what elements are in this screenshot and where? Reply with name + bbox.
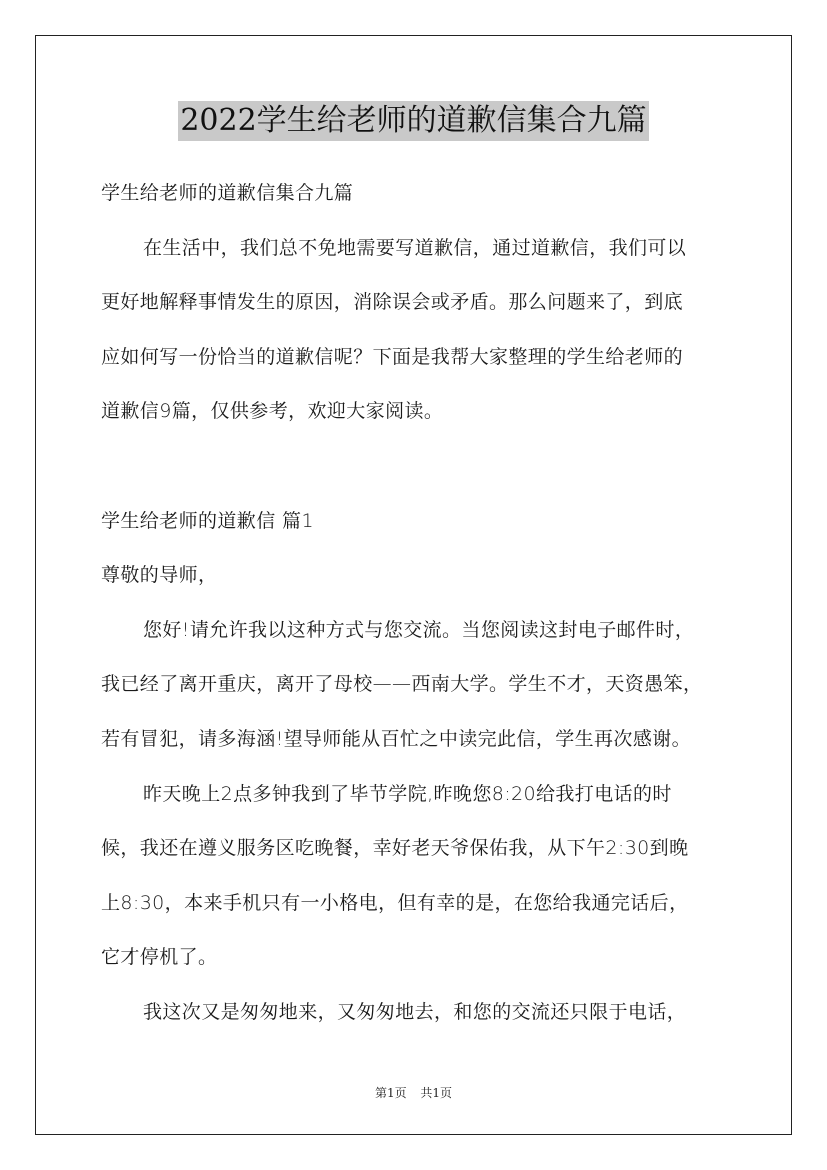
- section-heading: 学生给老师的道歉信 篇1: [101, 509, 314, 532]
- blank-line: [101, 439, 741, 494]
- paragraph-line: 昨天晚上2点多钟我到了毕节学院,昨晚您8:20给我打电话的时: [143, 782, 672, 805]
- paragraph-line: 它才停机了。: [101, 946, 218, 969]
- salutation: 尊敬的导师，: [101, 564, 218, 587]
- intro-line: 更好地解释事情发生的原因，消除误会或矛盾。那么问题来了，到底: [101, 291, 684, 314]
- paragraph-line: 候，我还在遵义服务区吃晚餐，幸好老天爷保佑我，从下午2:30到晚: [101, 837, 689, 860]
- page-number: 第1页: [374, 1086, 407, 1100]
- paragraph-line: 我这次又是匆匆地来，又匆匆地去，和您的交流还只限于电话，: [143, 1000, 687, 1023]
- title-container: [0, 101, 827, 141]
- intro-line: 应如何写一份恰当的道歉信呢？下面是我帮大家整理的学生给老师的: [101, 345, 684, 368]
- intro-line: 在生活中，我们总不免地需要写道歉信，通过道歉信，我们可以: [143, 236, 687, 259]
- document-subtitle: 学生给老师的道歉信集合九篇: [101, 182, 354, 204]
- intro-line: 道歉信9篇，仅供参考，欢迎大家阅读。: [101, 400, 444, 423]
- document-title: 2022学生给老师的道歉信集合九篇: [178, 101, 648, 141]
- page-total: 共1页: [420, 1086, 453, 1100]
- page-footer: [0, 1084, 827, 1101]
- paragraph-line: 我已经了离开重庆，离开了母校——西南大学。学生不才，天资愚笨，: [101, 673, 703, 696]
- paragraph-line: 您好!请允许我以这种方式与您交流。当您阅读这封电子邮件时，: [143, 618, 695, 641]
- paragraph-line: 若有冒犯，请多海涵!望导师能从百忙之中读完此信，学生再次感谢。: [101, 727, 692, 750]
- paragraph-line: 上8:30，本来手机只有一小格电，但有幸的是，在您给我通完话后，: [101, 891, 689, 914]
- document-body: [101, 166, 741, 1040]
